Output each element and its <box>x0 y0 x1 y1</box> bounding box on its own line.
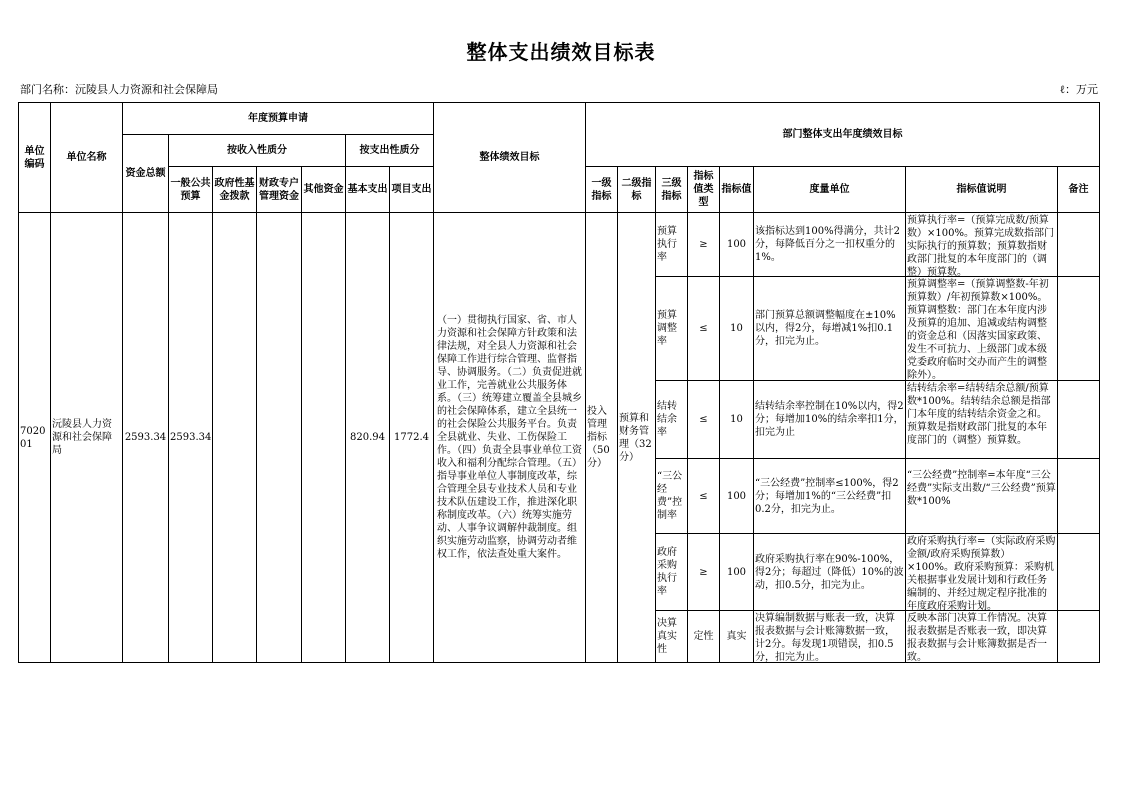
indicator-type-cell: ≥ <box>688 534 720 611</box>
header-overall-goal: 整体绩效目标 <box>434 103 586 213</box>
indicator-value-cell: 10 <box>720 277 754 381</box>
remark-cell <box>1058 459 1100 534</box>
remark-cell <box>1058 381 1100 459</box>
header-by-expense: 按支出性质分 <box>346 135 434 167</box>
header-dept-goal: 部门整体支出年度绩效目标 <box>586 103 1100 167</box>
page-title: 整体支出绩效目标表 <box>466 40 656 64</box>
value-desc-cell <box>906 534 1058 611</box>
value-desc-text: 政府采购执行率=（实际政府采购金额/政府采购预算数）×100%。政府采购预算：采购机关根据事业发展计划和行政任务编制的、并经过规定程序批准的年度政府采购计划。 <box>907 535 1056 610</box>
value-desc-cell <box>906 213 1058 277</box>
unit-code-cell: 702001 <box>19 213 51 663</box>
value-desc-text: 结转结余率=结转结余总额/预算数*100%。结转结余总额是指部门本年度的结转结余资金之和。预算数是指财政部门批复的本年度部门的（调整）预算数。 <box>907 382 1051 446</box>
value-desc-text: 预算执行率=（预算完成数/预算数）×100%。预算完成数指部门实际执行的预算数；预算数指财政部门批复的本年度部门的（调整）预算数。 <box>907 214 1054 276</box>
value-desc-text: 反映本部门决算工作情况。决算报表数据是否账表一致，即决算报表数据与会计账簿数据是否一致。 <box>907 612 1047 662</box>
measure-unit-cell <box>754 611 906 663</box>
header-project-expense: 项目支出 <box>390 167 434 213</box>
header-indicator-type: 指标值类型 <box>688 167 720 213</box>
performance-table <box>18 102 1100 663</box>
header-gov-fund: 政府性基金拨款 <box>213 167 257 213</box>
indicator-value-cell: 100 <box>720 213 754 277</box>
header-other-funds: 其他资金 <box>302 167 346 213</box>
other-funds-cell <box>302 213 346 663</box>
indicator-type-cell: ≤ <box>688 381 720 459</box>
general-budget-cell: 2593.34 <box>169 213 213 663</box>
measure-unit-cell: 政府采购执行率在90%-100%，得2分；每超过（降低）10%的波动，扣0.5分，扣完为止。 <box>754 534 906 611</box>
indicator-type-cell: 定性 <box>688 611 720 663</box>
project-expense-cell: 1772.4 <box>390 213 434 663</box>
total-funds-cell: 2593.34 <box>123 213 169 663</box>
level2-cell: 预算和财务管理（32分） <box>618 213 656 663</box>
department-name: 部门名称：沅陵县人力资源和社会保障局 <box>20 83 218 96</box>
level3-cell: 结转结余率 <box>656 381 688 459</box>
currency-unit: ℓ：万元 <box>1059 83 1098 96</box>
header-annual-budget: 年度预算申请 <box>123 103 434 135</box>
indicator-value-cell: 100 <box>720 459 754 534</box>
indicator-type-cell: ≤ <box>688 277 720 381</box>
overall-goal-cell: （一）贯彻执行国家、省、市人力资源和社会保障方针政策和法律法规，对全县人力资源和社会保障工作进行综合管理、监督指导、协调服务。（二）负责促进就业工作，完善就业公共服务体系。（三）统筹建立覆盖全县城乡的社会保障体系，建立全县统一的社会保险公共服务平台。负责全县就业、失业、工伤保险工作。（四）负责全县事业单位工资收入和福利分配综合管理。（五）指导事业单位人事制度改革，综合管理全县专业技术人员和专业技术队伍建设工作，推进深化职称制度改革。（六）统筹实施劳动、人事争议调解仲裁制度。组织实施劳动监察，协调劳动者维权工作，依法查处重大案件。 <box>434 213 586 663</box>
measure-unit-cell: 部门预算总额调整幅度在±10%以内，得2分，每增减1%扣0.1分，扣完为止。 <box>754 277 906 381</box>
header-level2: 二级指标 <box>618 167 656 213</box>
value-desc-cell <box>906 459 1058 534</box>
header-level1: 一级指标 <box>586 167 618 213</box>
indicator-value-cell: 10 <box>720 381 754 459</box>
remark-cell <box>1058 277 1100 381</box>
header-level3: 三级指标 <box>656 167 688 213</box>
level3-cell: 决算真实性 <box>656 611 688 663</box>
value-desc-cell <box>906 611 1058 663</box>
value-desc-cell <box>906 381 1058 459</box>
header-remark: 备注 <box>1058 167 1100 213</box>
header-by-income: 按收入性质分 <box>169 135 346 167</box>
level3-cell: 政府采购执行率 <box>656 534 688 611</box>
header-unit-name: 单位名称 <box>51 103 123 213</box>
measure-unit-cell: “三公经费”控制率≤100%，得2分；每增加1%的“三公经费”扣0.2分，扣完为止。 <box>754 459 906 534</box>
unit-name-cell: 沅陵县人力资源和社会保障局 <box>51 213 123 663</box>
header-measure-unit: 度量单位 <box>754 167 906 213</box>
indicator-type-cell: ≥ <box>688 213 720 277</box>
header-total-funds: 资金总额 <box>123 135 169 213</box>
special-account-cell <box>257 213 302 663</box>
header-general-budget: 一般公共预算 <box>169 167 213 213</box>
value-desc-cell <box>906 277 1058 381</box>
level3-cell: “三公经费”控制率 <box>656 459 688 534</box>
header-indicator-value: 指标值 <box>720 167 754 213</box>
remark-cell <box>1058 611 1100 663</box>
measure-unit-text: 决算编制数据与账表一致，决算报表数据与会计账簿数据一致，计2分。每发现1项错误，扣0.5分，扣完为止。 <box>755 612 895 662</box>
indicator-type-cell: ≤ <box>688 459 720 534</box>
header-basic-expense: 基本支出 <box>346 167 390 213</box>
gov-fund-cell <box>213 213 257 663</box>
header-value-desc: 指标值说明 <box>906 167 1058 213</box>
remark-cell <box>1058 213 1100 277</box>
header-unit-code: 单位编码 <box>19 103 51 213</box>
indicator-value-cell: 100 <box>720 534 754 611</box>
level3-cell: 预算调整率 <box>656 277 688 381</box>
measure-unit-cell: 该指标达到100%得满分，共计2分，每降低百分之一扣权重分的1%。 <box>754 213 906 277</box>
basic-expense-cell: 820.94 <box>346 213 390 663</box>
level1-cell: 投入管理指标（50分） <box>586 213 618 663</box>
measure-unit-cell: 结转结余率控制在10%以内，得2分；每增加10%的结余率扣1分，扣完为止 <box>754 381 906 459</box>
table-row <box>19 213 1100 277</box>
value-desc-text: “三公经费”控制率=本年度“三公经费”实际支出数/“三公经费”预算数*100% <box>907 470 1056 507</box>
remark-cell <box>1058 534 1100 611</box>
value-desc-text: 预算调整率=（预算调整数-年初预算数）/年初预算数×100%。预算调整数：部门在本年度内涉及预算的追加、追减或结构调整的资金总和（因落实国家政策、发生不可抗力、上级部门或本级党委政府临时交办而产生的调整除外）。 <box>907 278 1049 380</box>
level3-cell: 预算执行率 <box>656 213 688 277</box>
indicator-value-cell: 真实 <box>720 611 754 663</box>
header-special-account: 财政专户管理资金 <box>257 167 302 213</box>
